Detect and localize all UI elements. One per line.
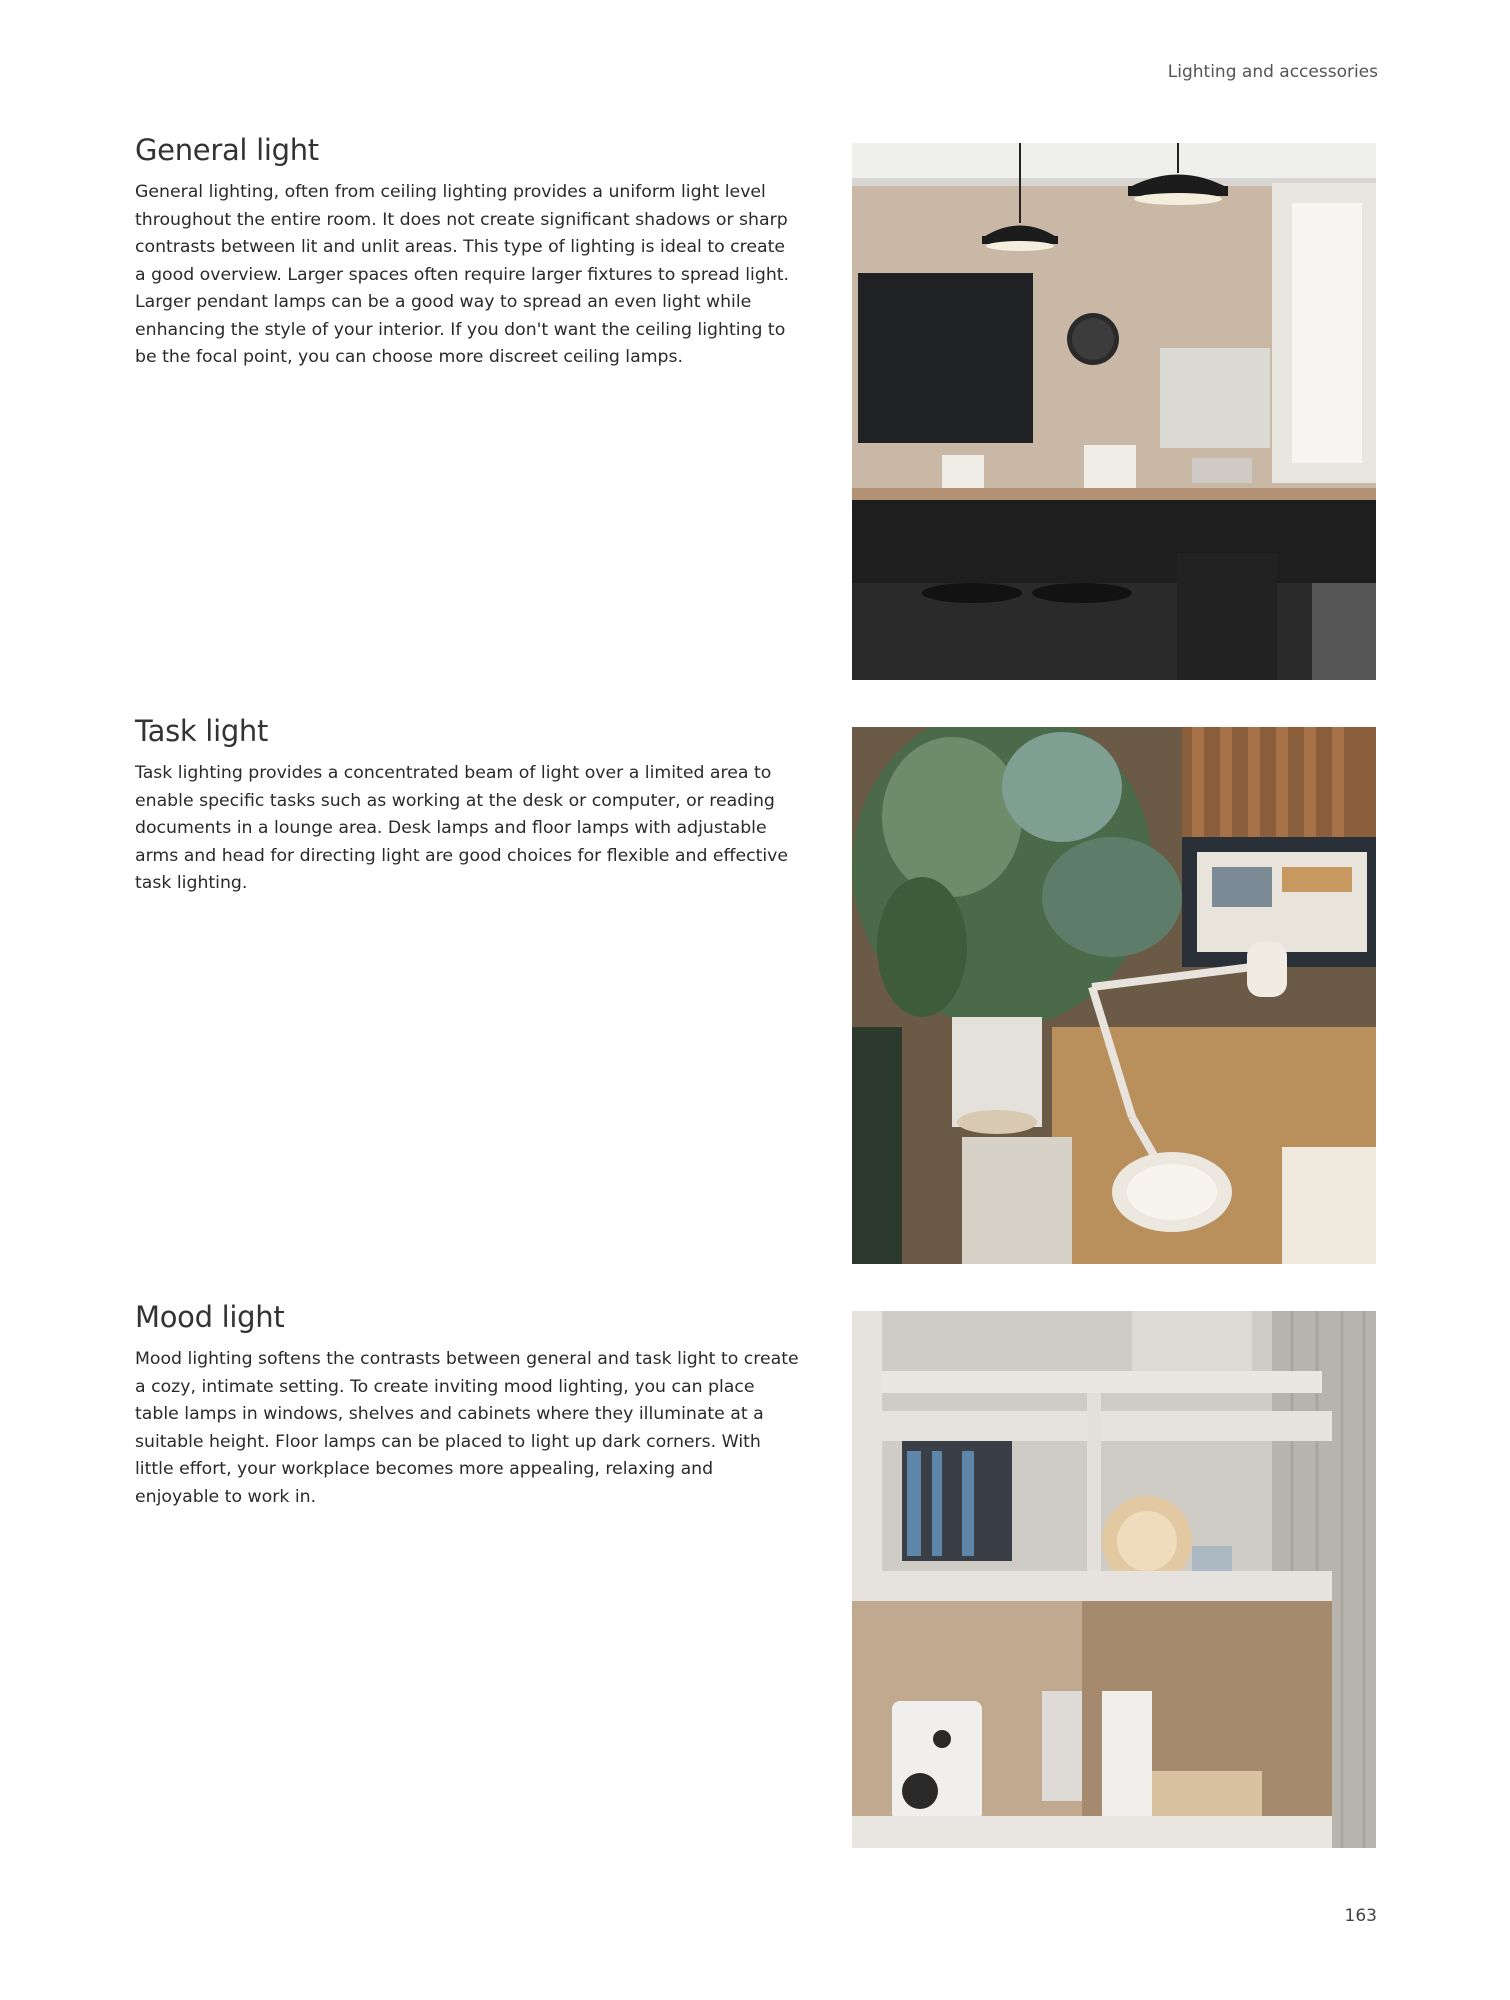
photo-task-light [852, 727, 1376, 1264]
section-general-light [135, 133, 815, 372]
section-body: Mood lighting softens the contrasts between general and task light to create a cozy, intimate setting. To create inviting mood lighting, you can place table lamps in windows, shelves and cabinets where they illuminate at a suitable height. Floor lamps can be placed to light up dark corners. With little effort, your workplace becomes more appealing, relaxing and enjoyable to work in. [135, 1349, 799, 1507]
photo-mood-light [852, 1311, 1376, 1848]
section-title: General light [135, 133, 319, 167]
section-body: General lighting, often from ceiling lighting provides a uniform light level throughout the entire room. It does not create significant shadows or sharp contrasts between lit and unlit areas. This type of lighting is ideal to create a good overview. Larger spaces often require larger fixtures to spread light. Larger pendant lamps can be a good way to spread an even light while enhancing the style of your interior. If you don't want the ceiling lighting to be the focal point, you can choose more discreet ceiling lamps. [135, 182, 790, 367]
section-body: Task lighting provides a concentrated beam of light over a limited area to enable specific tasks such as working at the desk or computer, or reading documents in a lounge area. Desk lamps and floor lamps with adjustable arms and head for directing light are good choices for flexible and effective task lighting. [135, 763, 789, 893]
section-title: Task light [135, 714, 269, 748]
page-number: 163 [1344, 1906, 1377, 1926]
section-title: Mood light [135, 1300, 285, 1334]
running-header: Lighting and accessories [1167, 62, 1378, 82]
photo-general-light [852, 143, 1376, 680]
section-task-light [135, 714, 815, 898]
section-mood-light [135, 1300, 815, 1511]
